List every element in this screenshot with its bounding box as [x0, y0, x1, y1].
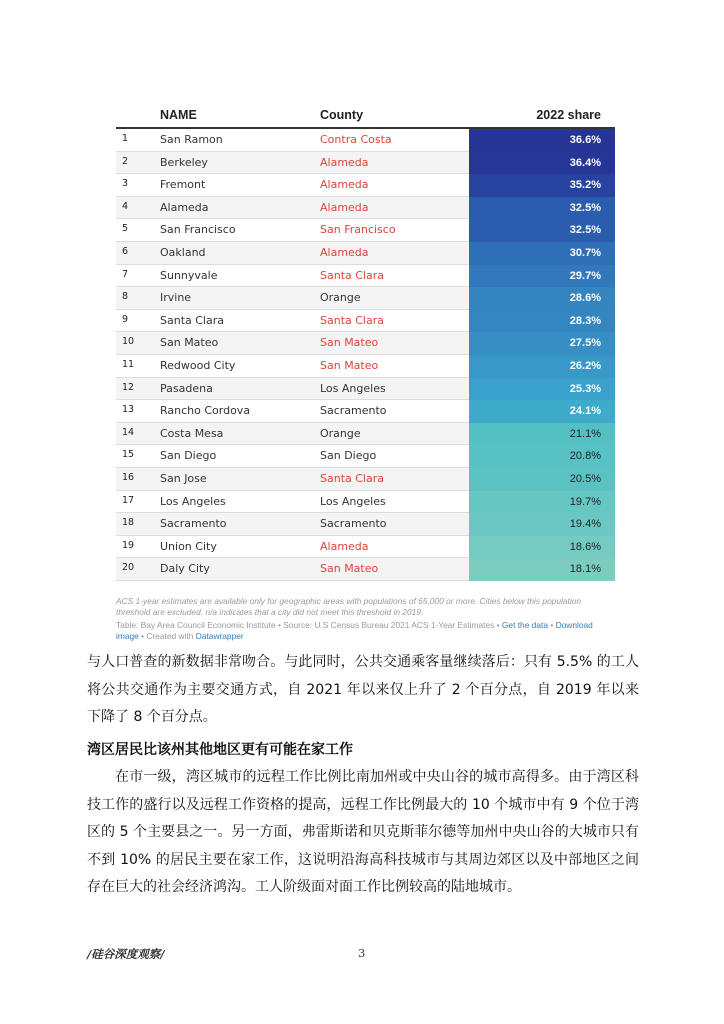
table-row — [116, 468, 615, 491]
rank-cell: 18 — [122, 517, 135, 529]
share-cell: 29.7% — [469, 265, 615, 288]
table-row — [116, 287, 615, 310]
created-with-text: • Created with — [138, 631, 196, 641]
table-row — [116, 558, 615, 581]
share-cell: 35.2% — [469, 174, 615, 197]
table-row — [116, 378, 615, 401]
county-cell: Alameda — [320, 178, 369, 192]
table-notes — [116, 596, 616, 642]
table-row — [116, 445, 615, 468]
rank-cell: 3 — [122, 178, 129, 190]
county-cell: Orange — [320, 426, 361, 440]
county-cell: Alameda — [320, 155, 369, 169]
rank-cell: 6 — [122, 245, 129, 257]
table-row — [116, 197, 615, 220]
commute-share-table — [116, 104, 615, 581]
share-cell: 30.7% — [469, 242, 615, 265]
table-row — [116, 536, 615, 559]
share-cell: 32.5% — [469, 197, 615, 220]
city-name-cell: Alameda — [160, 200, 209, 214]
county-cell: Alameda — [320, 245, 369, 259]
table-row — [116, 513, 615, 536]
table-row — [116, 152, 615, 175]
county-cell: San Francisco — [320, 223, 396, 237]
share-cell: 25.3% — [469, 378, 615, 401]
table-body — [116, 129, 615, 581]
county-cell: San Mateo — [320, 336, 379, 350]
share-cell: 28.6% — [469, 287, 615, 310]
city-name-cell: Union City — [160, 539, 217, 553]
county-cell: San Diego — [320, 449, 377, 463]
rank-cell: 16 — [122, 471, 135, 483]
share-cell: 18.6% — [469, 536, 615, 559]
county-cell: Santa Clara — [320, 268, 384, 282]
county-cell: Sacramento — [320, 517, 387, 531]
share-cell: 19.4% — [469, 513, 615, 536]
city-name-cell: San Mateo — [160, 336, 219, 350]
county-column-header: County — [320, 108, 364, 122]
city-name-cell: Sacramento — [160, 517, 227, 531]
rank-cell: 12 — [122, 381, 135, 393]
county-cell: Santa Clara — [320, 313, 384, 327]
county-cell: Alameda — [320, 539, 369, 553]
rank-cell: 11 — [122, 358, 135, 370]
share-cell: 36.6% — [469, 129, 615, 152]
city-name-cell: Sunnyvale — [160, 268, 218, 282]
separator: • — [548, 620, 556, 630]
city-name-cell: San Ramon — [160, 133, 223, 146]
city-name-cell: Daly City — [160, 562, 210, 576]
rank-cell: 20 — [122, 562, 135, 574]
county-cell: Los Angeles — [320, 494, 386, 508]
share-cell: 26.2% — [469, 355, 615, 378]
county-cell: Orange — [320, 291, 361, 305]
rank-cell: 14 — [122, 426, 135, 438]
share-cell: 18.1% — [469, 558, 615, 581]
table-row — [116, 423, 615, 446]
share-cell: 20.8% — [469, 445, 615, 468]
page-number: 3 — [358, 946, 366, 960]
share-cell: 32.5% — [469, 219, 615, 242]
download-image-link[interactable]: Download image — [116, 620, 593, 641]
rank-cell: 8 — [122, 291, 129, 303]
table-row — [116, 129, 615, 152]
footer-publication-name: /硅谷深度观察/ — [87, 947, 165, 961]
rank-cell: 1 — [122, 133, 129, 144]
city-name-cell: San Diego — [160, 449, 217, 463]
share-cell: 20.5% — [469, 468, 615, 491]
paragraph-2: 在市一级，湾区城市的远程工作比例比南加州或中央山谷的城市高得多。由于湾区科技工作的盛行以及远程工作资格的提高，远程工作比例最大的 10 个城市中有 9 个位于湾区的 5 个主要县之一。另一方面，弗雷斯诺和贝克斯菲尔德等加州中央山谷的大城市只有不到 10% 的居民主要在家工作，这说明沿海高科技城市与其周边郊区以及中部地区之间存在巨大的社会经济鸿沟。工人阶级面对面工作比例较高的陆地城市。 — [87, 769, 639, 896]
county-cell: Sacramento — [320, 404, 387, 418]
share-cell: 19.7% — [469, 491, 615, 514]
share-cell: 27.5% — [469, 332, 615, 355]
county-cell: San Mateo — [320, 562, 379, 576]
datawrapper-link[interactable]: Datawrapper — [195, 631, 244, 641]
city-name-cell: Rancho Cordova — [160, 404, 251, 418]
city-name-cell: San Francisco — [160, 223, 236, 237]
city-name-cell: Santa Clara — [160, 313, 224, 327]
table-footnote: ACS 1-year estimates are available only for geographic areas with populations of 65,000 or more. Cities below this population threshold are excluded. n/a indicates that a city did not meet this threshold in 2019. — [116, 596, 582, 617]
table-header — [116, 104, 615, 129]
table-row — [116, 491, 615, 514]
city-name-cell: Redwood City — [160, 358, 236, 372]
table-row — [116, 242, 615, 265]
share-column-header: 2022 share — [536, 108, 601, 122]
city-name-cell: Irvine — [160, 291, 192, 305]
city-name-cell: Pasadena — [160, 381, 213, 395]
table-row — [116, 310, 615, 333]
county-cell: Contra Costa — [320, 133, 392, 146]
county-cell: Santa Clara — [320, 471, 384, 485]
rank-cell: 19 — [122, 539, 135, 551]
table-row — [116, 174, 615, 197]
table-row — [116, 265, 615, 288]
share-cell: 24.1% — [469, 400, 615, 423]
county-cell: San Mateo — [320, 358, 379, 372]
paragraph-1: 与人口普查的新数据非常吻合。与此同时，公共交通乘客量继续落后：只有 5.5% 的工人将公共交通作为主要交通方式，自 2021 年以来仅上升了 2 个百分点，自 2019 年以来下降了 8 个百分点。 — [87, 654, 639, 726]
rank-cell: 7 — [122, 268, 129, 280]
city-name-cell: Costa Mesa — [160, 426, 224, 440]
city-name-cell: Oakland — [160, 245, 206, 259]
rank-cell: 9 — [122, 313, 129, 325]
city-name-cell: Los Angeles — [160, 494, 226, 508]
table-source-line — [116, 620, 616, 642]
share-cell: 21.1% — [469, 423, 615, 446]
county-cell: Los Angeles — [320, 381, 386, 395]
rank-cell: 4 — [122, 200, 129, 212]
table-row — [116, 355, 615, 378]
rank-cell: 2 — [122, 155, 129, 167]
table-row — [116, 332, 615, 355]
rank-cell: 15 — [122, 449, 135, 461]
rank-cell: 13 — [122, 404, 135, 416]
table-row — [116, 219, 615, 242]
name-column-header: NAME — [160, 108, 197, 122]
share-cell: 28.3% — [469, 310, 615, 333]
source-text: Table: Bay Area Council Economic Institute • Source: U.S Census Bureau 2021 ACS 1-Year Estimates • — [116, 620, 502, 630]
section-heading: 湾区居民比该州其他地区更有可能在家工作 — [87, 742, 353, 758]
city-name-cell: Berkeley — [160, 155, 208, 169]
county-cell: Alameda — [320, 200, 369, 214]
share-cell: 36.4% — [469, 152, 615, 175]
rank-cell: 17 — [122, 494, 135, 506]
rank-cell: 10 — [122, 336, 135, 348]
city-name-cell: San Jose — [160, 471, 207, 485]
city-name-cell: Fremont — [160, 178, 206, 192]
rank-cell: 5 — [122, 223, 129, 235]
table-row — [116, 400, 615, 423]
get-data-link[interactable]: Get the data — [501, 620, 548, 630]
